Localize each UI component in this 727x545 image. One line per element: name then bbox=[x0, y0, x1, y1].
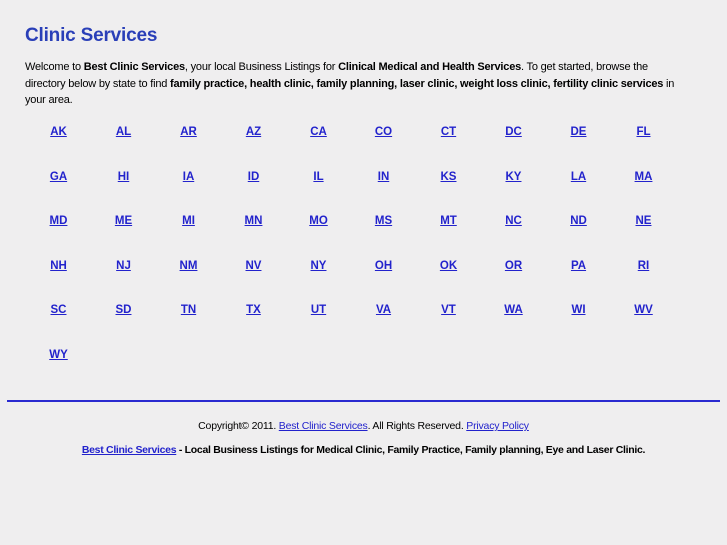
state-link-id[interactable]: ID bbox=[247, 170, 260, 183]
intro-keywords: family practice, health clinic, family planning, laser clinic, weight loss clinic, fertility clinic services bbox=[170, 77, 664, 90]
state-link-ms[interactable]: MS bbox=[374, 215, 393, 228]
state-link-oh[interactable]: OH bbox=[374, 259, 393, 272]
tagline-text: - Local Business Listings for Medical Clinic, Family Practice, Family planning, Eye and Laser Clinic. bbox=[176, 444, 646, 456]
state-link-ct[interactable]: CT bbox=[440, 126, 457, 138]
state-link-wy[interactable]: WY bbox=[49, 348, 68, 361]
intro-paragraph bbox=[25, 59, 690, 109]
state-link-fl[interactable]: FL bbox=[636, 126, 651, 138]
state-link-mi[interactable]: MI bbox=[182, 215, 195, 228]
privacy-policy-link[interactable]: Privacy Policy bbox=[466, 420, 529, 432]
state-link-or[interactable]: OR bbox=[504, 259, 523, 272]
state-link-de[interactable]: DE bbox=[570, 126, 587, 138]
state-link-ne[interactable]: NE bbox=[635, 215, 652, 228]
state-link-mt[interactable]: MT bbox=[440, 215, 457, 228]
state-link-nc[interactable]: NC bbox=[505, 215, 522, 228]
divider bbox=[7, 400, 720, 402]
state-link-vt[interactable]: VT bbox=[441, 304, 456, 317]
rights-text: . All Rights Reserved. bbox=[367, 420, 467, 432]
intro-text-1: Welcome to bbox=[25, 61, 84, 73]
state-link-ia[interactable]: IA bbox=[182, 170, 195, 183]
state-link-nv[interactable]: NV bbox=[245, 259, 262, 272]
state-link-ky[interactable]: KY bbox=[505, 170, 522, 183]
state-link-hi[interactable]: HI bbox=[117, 170, 130, 183]
state-link-ar[interactable]: AR bbox=[180, 126, 197, 138]
footer-tagline bbox=[0, 444, 727, 456]
page-title: Clinic Services bbox=[25, 25, 158, 46]
state-link-il[interactable]: IL bbox=[313, 170, 324, 183]
copyright-text: Copyright© 2011. bbox=[198, 420, 279, 432]
state-link-ri[interactable]: RI bbox=[637, 259, 650, 272]
state-link-ny[interactable]: NY bbox=[310, 259, 327, 272]
state-link-ca[interactable]: CA bbox=[310, 126, 327, 138]
intro-brand: Best Clinic Services bbox=[83, 61, 185, 73]
state-link-dc[interactable]: DC bbox=[505, 126, 522, 138]
state-link-la[interactable]: LA bbox=[570, 170, 587, 183]
state-link-pa[interactable]: PA bbox=[570, 259, 587, 272]
state-link-me[interactable]: ME bbox=[114, 215, 133, 228]
state-link-mn[interactable]: MN bbox=[244, 215, 263, 228]
state-link-wa[interactable]: WA bbox=[504, 304, 523, 317]
intro-category: Clinical Medical and Health Services bbox=[338, 61, 522, 73]
state-directory bbox=[26, 124, 676, 392]
state-link-md[interactable]: MD bbox=[49, 215, 68, 228]
state-link-nd[interactable]: ND bbox=[570, 215, 587, 228]
state-link-sc[interactable]: SC bbox=[50, 304, 67, 317]
state-link-sd[interactable]: SD bbox=[115, 304, 132, 317]
state-link-nm[interactable]: NM bbox=[179, 259, 198, 272]
footer-copyright bbox=[0, 420, 727, 432]
state-link-ok[interactable]: OK bbox=[439, 259, 458, 272]
state-link-ks[interactable]: KS bbox=[440, 170, 457, 183]
intro-text-2: , your local Business Listings for bbox=[184, 61, 339, 73]
state-link-nj[interactable]: NJ bbox=[116, 259, 131, 272]
state-link-ak[interactable]: AK bbox=[50, 126, 67, 138]
state-link-al[interactable]: AL bbox=[115, 126, 132, 138]
state-link-tx[interactable]: TX bbox=[246, 304, 261, 317]
state-link-az[interactable]: AZ bbox=[245, 126, 262, 138]
state-link-wi[interactable]: WI bbox=[571, 304, 586, 317]
state-link-co[interactable]: CO bbox=[374, 126, 393, 138]
state-link-nh[interactable]: NH bbox=[50, 259, 67, 272]
state-link-ma[interactable]: MA bbox=[634, 170, 653, 183]
state-link-ut[interactable]: UT bbox=[310, 304, 327, 317]
tagline-site-link[interactable]: Best Clinic Services bbox=[81, 444, 177, 456]
footer-site-link[interactable]: Best Clinic Services bbox=[278, 420, 368, 432]
state-link-mo[interactable]: MO bbox=[309, 215, 328, 228]
intro-text-3: . To get started, browse the directory below by state to find bbox=[25, 61, 648, 90]
state-link-ga[interactable]: GA bbox=[49, 170, 68, 183]
state-link-va[interactable]: VA bbox=[375, 304, 392, 317]
state-link-in[interactable]: IN bbox=[377, 170, 390, 183]
state-link-tn[interactable]: TN bbox=[180, 304, 197, 317]
intro-text-4: in your area. bbox=[25, 77, 675, 106]
state-link-wv[interactable]: WV bbox=[634, 304, 653, 317]
